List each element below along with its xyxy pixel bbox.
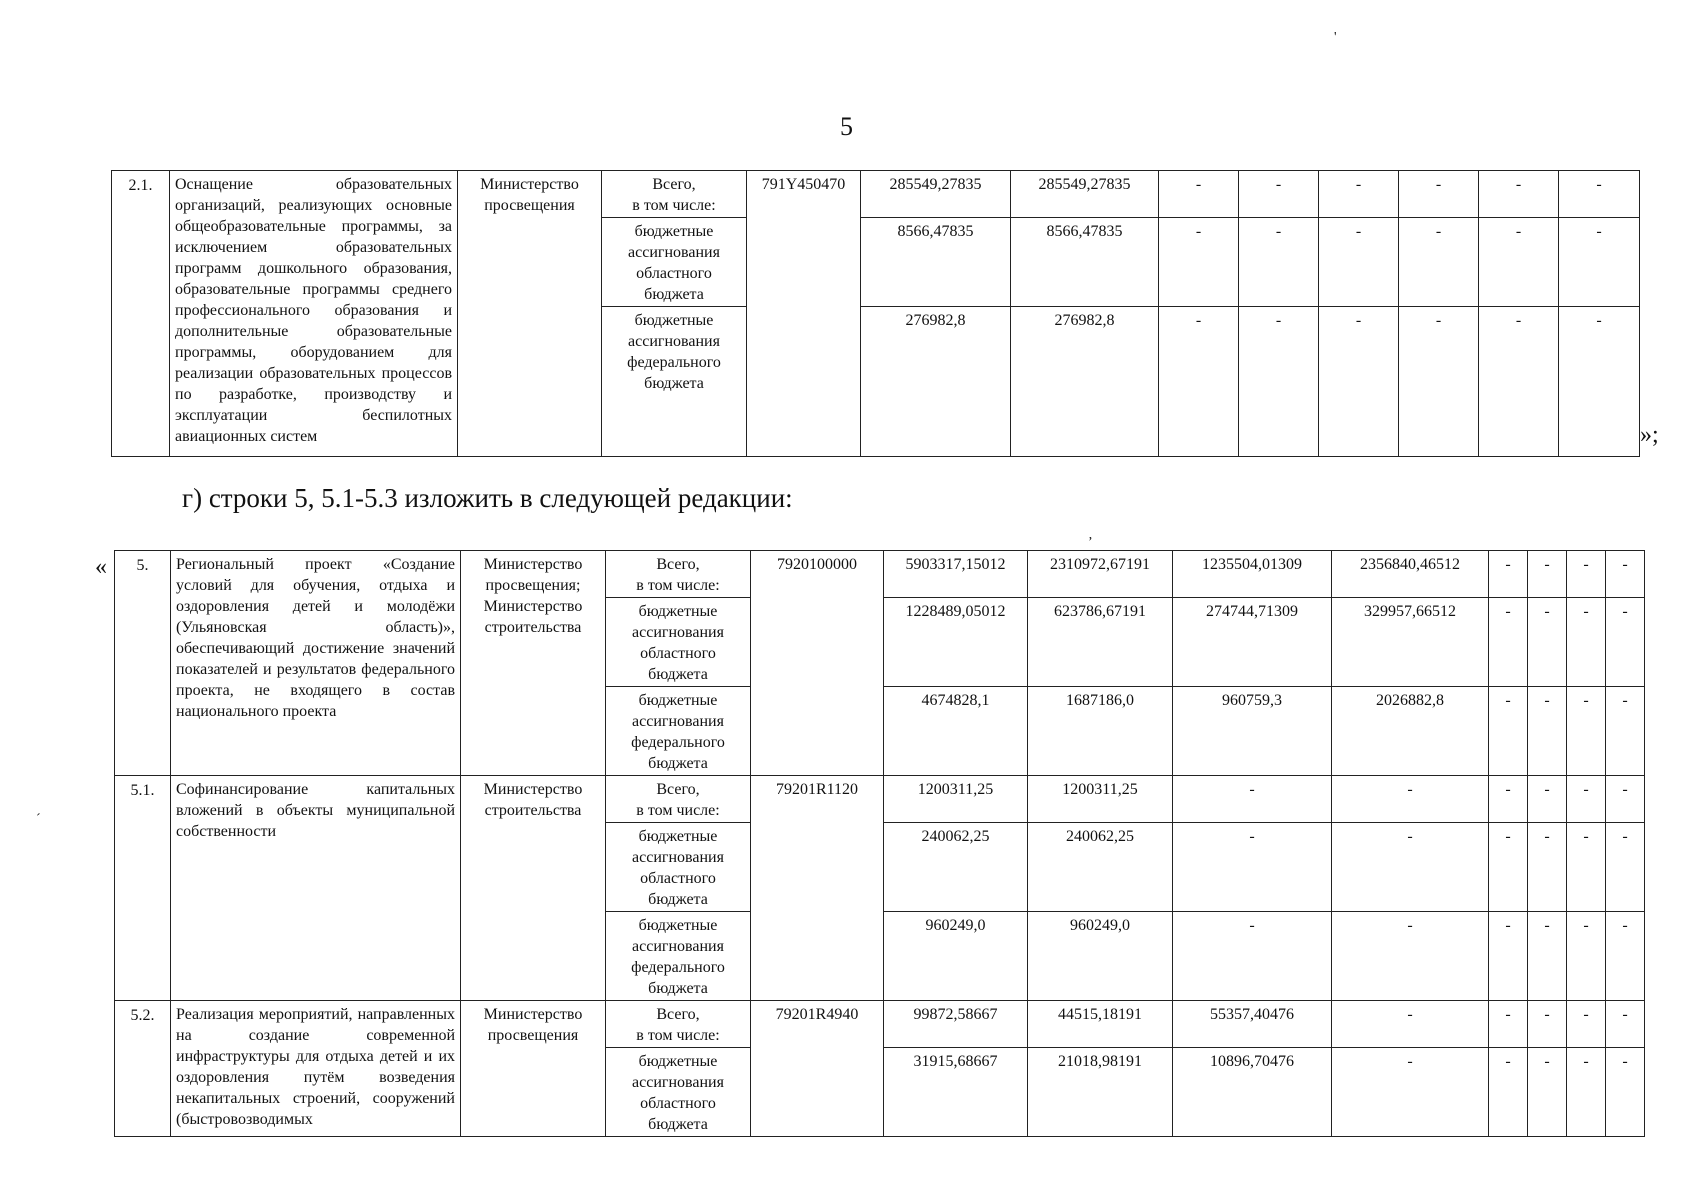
value-cell: 2026882,8 xyxy=(1332,687,1489,776)
dash-cell: - xyxy=(1489,687,1528,776)
value-cell: 274744,71309 xyxy=(1173,598,1332,687)
dash-cell: - xyxy=(1489,598,1528,687)
dash-cell: - xyxy=(1479,218,1559,307)
value-cell: 329957,66512 xyxy=(1332,598,1489,687)
dash-cell: - xyxy=(1528,912,1567,1001)
value-cell: 2356840,46512 xyxy=(1332,551,1489,598)
dash-cell: - xyxy=(1606,687,1645,776)
dash-cell: - xyxy=(1239,307,1319,457)
value-cell: 31915,68667 xyxy=(884,1048,1028,1137)
row-code: 79201R4940 xyxy=(751,1001,884,1137)
row-executor: Министерство просвещения xyxy=(461,1001,606,1137)
dash-cell: - xyxy=(1567,1048,1606,1137)
opening-quote: « xyxy=(95,554,107,580)
value-cell: 99872,58667 xyxy=(884,1001,1028,1048)
budget-federal-label: бюджетные ассигнования федерального бюджета xyxy=(606,912,751,1001)
dash-cell: - xyxy=(1606,598,1645,687)
row-name: Софинансирование капитальных вложений в объекты муниципальной собственности xyxy=(171,776,461,1001)
budget-federal-label: бюджетные ассигнования федерального бюджета xyxy=(606,687,751,776)
dash-cell: - xyxy=(1606,823,1645,912)
budget-total-label: Всего, в том числе: xyxy=(606,776,751,823)
dash-cell: - xyxy=(1528,687,1567,776)
dash-cell: - xyxy=(1173,823,1332,912)
dash-cell: - xyxy=(1332,776,1489,823)
dash-cell: - xyxy=(1528,598,1567,687)
dash-cell: - xyxy=(1567,551,1606,598)
budget-total-label: Всего, в том числе: xyxy=(602,171,747,218)
row-number: 5. xyxy=(115,551,171,776)
value-cell: 10896,70476 xyxy=(1173,1048,1332,1137)
value-cell: 623786,67191 xyxy=(1028,598,1173,687)
value-cell: 276982,8 xyxy=(861,307,1011,457)
row-code: 791Y450470 xyxy=(747,171,861,457)
budget-regional-label: бюджетные ассигнования областного бюджета xyxy=(602,218,747,307)
table-row-2-1 xyxy=(111,170,1640,457)
value-cell: 285549,27835 xyxy=(1011,171,1159,218)
dash-cell: - xyxy=(1528,776,1567,823)
value-cell: 1235504,01309 xyxy=(1173,551,1332,598)
value-cell: 21018,98191 xyxy=(1028,1048,1173,1137)
dash-cell: - xyxy=(1606,776,1645,823)
row-executor: Министерство строительства xyxy=(461,776,606,1001)
row-name: Реализация мероприятий, направленных на создание современной инфраструктуры для отдыха детей и их оздоровления путём возведения некапитальных строений, сооружений (быстровозводимых xyxy=(171,1001,461,1137)
dash-cell: - xyxy=(1606,912,1645,1001)
dash-cell: - xyxy=(1319,171,1399,218)
dash-cell: - xyxy=(1489,776,1528,823)
dash-cell: - xyxy=(1489,823,1528,912)
dash-cell: - xyxy=(1399,218,1479,307)
row-name: Оснащение образовательных организаций, реализующих основные общеобразовательные программы, за исключением образовательных программ дошкольного образования, образовательные программы среднего профессионального образования и дополнительные образовательные программы, оборудованием для реализации образовательных процессов по разработке, производству и эксплуатации беспилотных авиационных систем xyxy=(170,171,458,457)
dash-cell: - xyxy=(1559,218,1640,307)
budget-regional-label: бюджетные ассигнования областного бюджета xyxy=(606,1048,751,1137)
row-executor: Министерство просвещения; Министерство строительства xyxy=(461,551,606,776)
value-cell: 240062,25 xyxy=(1028,823,1173,912)
stray-mark-top: ' xyxy=(1334,30,1337,45)
table-rows-5 xyxy=(114,550,1645,1137)
dash-cell: - xyxy=(1173,912,1332,1001)
budget-regional-label: бюджетные ассигнования областного бюджета xyxy=(606,823,751,912)
value-cell: 960759,3 xyxy=(1173,687,1332,776)
dash-cell: - xyxy=(1332,1048,1489,1137)
dash-cell: - xyxy=(1489,1048,1528,1137)
dash-cell: - xyxy=(1567,1001,1606,1048)
value-cell: 8566,47835 xyxy=(1011,218,1159,307)
value-cell: 276982,8 xyxy=(1011,307,1159,457)
dash-cell: - xyxy=(1567,776,1606,823)
dash-cell: - xyxy=(1567,823,1606,912)
closing-quote: »; xyxy=(1640,422,1659,448)
value-cell: 240062,25 xyxy=(884,823,1028,912)
dash-cell: - xyxy=(1559,171,1640,218)
dash-cell: - xyxy=(1479,307,1559,457)
value-cell: 2310972,67191 xyxy=(1028,551,1173,598)
dash-cell: - xyxy=(1528,1048,1567,1137)
value-cell: 5903317,15012 xyxy=(884,551,1028,598)
stray-mark-middle: ʼ xyxy=(1088,535,1093,550)
dash-cell: - xyxy=(1606,1048,1645,1137)
dash-cell: - xyxy=(1319,307,1399,457)
stray-mark-left: ´ xyxy=(36,812,41,827)
dash-cell: - xyxy=(1239,171,1319,218)
dash-cell: - xyxy=(1489,912,1528,1001)
dash-cell: - xyxy=(1567,912,1606,1001)
dash-cell: - xyxy=(1606,1001,1645,1048)
dash-cell: - xyxy=(1567,598,1606,687)
dash-cell: - xyxy=(1332,823,1489,912)
dash-cell: - xyxy=(1332,912,1489,1001)
row-number: 5.2. xyxy=(115,1001,171,1137)
dash-cell: - xyxy=(1173,776,1332,823)
dash-cell: - xyxy=(1399,307,1479,457)
dash-cell: - xyxy=(1489,1001,1528,1048)
value-cell: 960249,0 xyxy=(1028,912,1173,1001)
section-heading: г) строки 5, 5.1-5.3 изложить в следующей редакции: xyxy=(182,483,793,513)
budget-total-label: Всего, в том числе: xyxy=(606,551,751,598)
dash-cell: - xyxy=(1489,551,1528,598)
dash-cell: - xyxy=(1159,171,1239,218)
budget-total-label: Всего, в том числе: xyxy=(606,1001,751,1048)
row-name: Региональный проект «Создание условий для обучения, отдыха и оздоровления детей и молодёжи (Ульяновская область)», обеспечивающий достижение значений показателей и результатов федерального проекта, не входящего в состав национального проекта xyxy=(171,551,461,776)
value-cell: 8566,47835 xyxy=(861,218,1011,307)
row-number: 2.1. xyxy=(112,171,170,457)
dash-cell: - xyxy=(1319,218,1399,307)
value-cell: 1687186,0 xyxy=(1028,687,1173,776)
dash-cell: - xyxy=(1479,171,1559,218)
value-cell: 1228489,05012 xyxy=(884,598,1028,687)
value-cell: 4674828,1 xyxy=(884,687,1028,776)
dash-cell: - xyxy=(1559,307,1640,457)
dash-cell: - xyxy=(1528,1001,1567,1048)
value-cell: 55357,40476 xyxy=(1173,1001,1332,1048)
dash-cell: - xyxy=(1159,307,1239,457)
dash-cell: - xyxy=(1606,551,1645,598)
page-number: 5 xyxy=(840,112,853,141)
dash-cell: - xyxy=(1239,218,1319,307)
budget-federal-label: бюджетные ассигнования федерального бюджета xyxy=(602,307,747,457)
budget-regional-label: бюджетные ассигнования областного бюджета xyxy=(606,598,751,687)
value-cell: 44515,18191 xyxy=(1028,1001,1173,1048)
row-executor: Министерство просвещения xyxy=(458,171,602,457)
row-code: 79201R1120 xyxy=(751,776,884,1001)
dash-cell: - xyxy=(1399,171,1479,218)
dash-cell: - xyxy=(1528,823,1567,912)
value-cell: 1200311,25 xyxy=(1028,776,1173,823)
row-code: 7920100000 xyxy=(751,551,884,776)
dash-cell: - xyxy=(1332,1001,1489,1048)
dash-cell: - xyxy=(1159,218,1239,307)
dash-cell: - xyxy=(1567,687,1606,776)
row-number: 5.1. xyxy=(115,776,171,1001)
value-cell: 1200311,25 xyxy=(884,776,1028,823)
dash-cell: - xyxy=(1528,551,1567,598)
value-cell: 285549,27835 xyxy=(861,171,1011,218)
value-cell: 960249,0 xyxy=(884,912,1028,1001)
